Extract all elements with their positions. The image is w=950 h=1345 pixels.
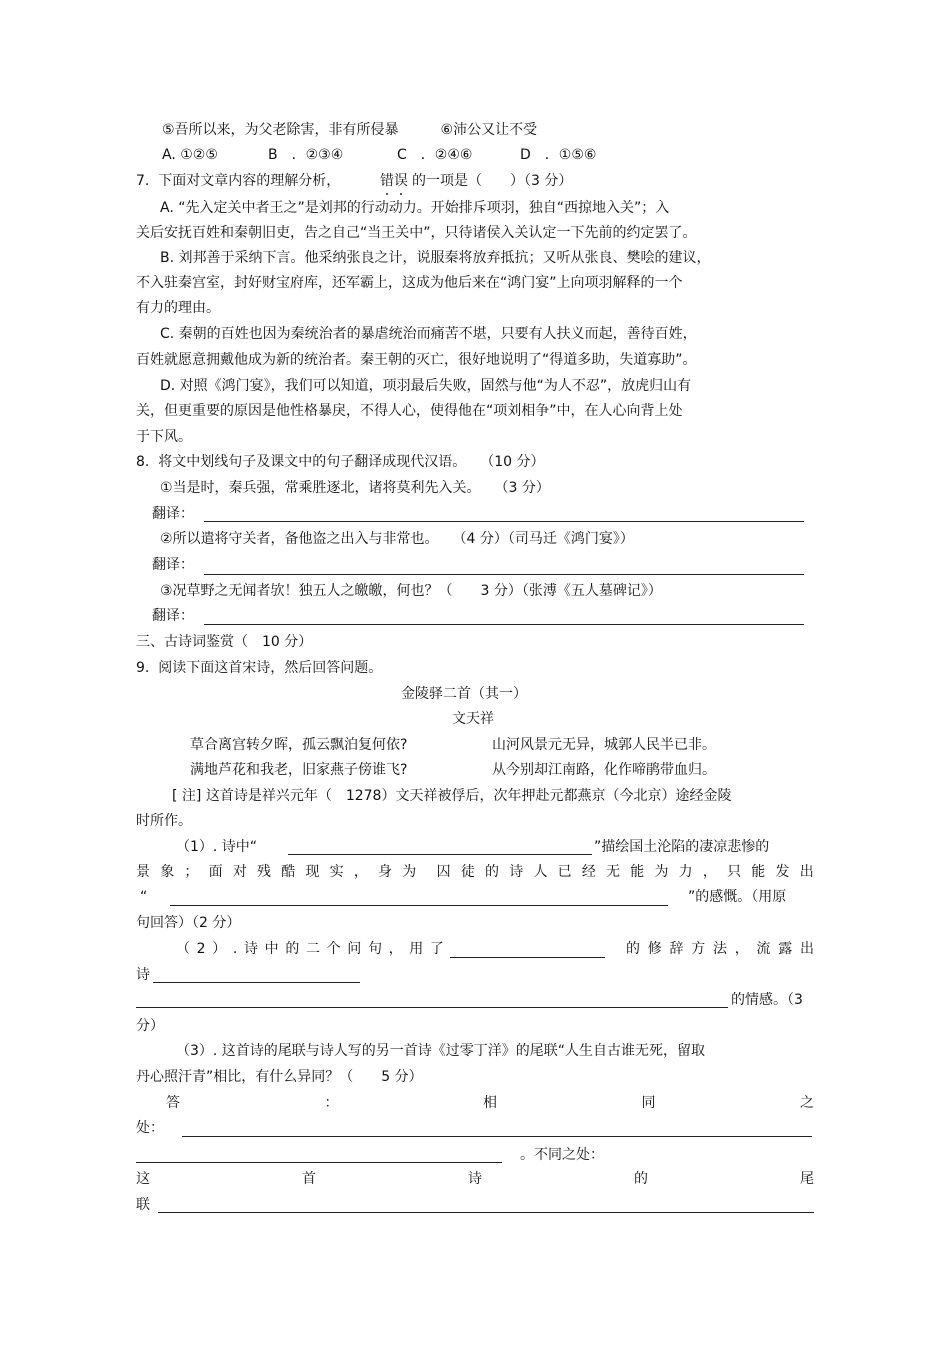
justified-char: 流	[756, 941, 771, 957]
q9-part2-line	[176, 940, 444, 958]
q9-part2-text: 诗	[136, 967, 150, 983]
q8-stem: 8. 将文中划线句子及课文中的句子翻译成现代汉语。 （10 分）	[136, 454, 545, 470]
q7-c-line1: C. 秦朝的百姓也因为秦统治者的暴虐统治而痛苦不堪，只要有人扶义而起，善待百姓，	[160, 326, 697, 342]
justified-char: 的	[485, 864, 500, 880]
justified-char: 个	[326, 941, 341, 957]
justified-char: 之	[800, 1095, 814, 1111]
q9-part1-text: ”的感慨。（用原	[688, 889, 787, 905]
q8-sentence-2: ②所以遣将守关者，备他盗之出入与非常也。 （4 分）（司马迁《鸿门宴》）	[160, 531, 634, 547]
q9-answer-text: 。不同之处：	[520, 1147, 604, 1163]
q9-part1-line	[136, 863, 814, 881]
answer-line[interactable]	[204, 521, 804, 522]
q6-option-d: D ．①⑤⑥	[520, 147, 597, 163]
q8-translate-label: 翻译：	[152, 557, 194, 573]
justified-char: 力	[678, 864, 693, 880]
q9-part2-text: 的情感。（3	[731, 992, 803, 1008]
justified-char: 已	[557, 864, 572, 880]
answer-line[interactable]	[158, 1212, 814, 1213]
justified-char: 诗	[468, 1171, 482, 1187]
q9-part1-text: （1）. 诗中“	[176, 839, 258, 855]
justified-char: 象	[160, 864, 175, 880]
q8-translate-label: 翻译：	[152, 506, 194, 522]
justified-char: 法	[713, 941, 727, 957]
q7-stem-b: 错误	[380, 173, 408, 189]
justified-char: 方	[691, 941, 706, 957]
justified-char: 徒	[460, 864, 475, 880]
justified-char: 辞	[669, 941, 684, 957]
q8-sentence-3: ③况草野之无闻者欤！独五人之皦皦，何也？（ 3 分）（张溥《五人墓碑记》）	[160, 583, 662, 599]
answer-line[interactable]	[182, 1136, 812, 1137]
justified-char: 答	[166, 1095, 180, 1111]
justified-char: 的	[634, 1171, 648, 1187]
justified-char: ，	[702, 864, 717, 880]
justified-char: 二	[305, 941, 320, 957]
answer-line[interactable]	[153, 982, 360, 983]
justified-char: 只	[727, 864, 742, 880]
justified-char: 对	[232, 864, 247, 880]
justified-char: 露	[778, 941, 793, 957]
q6-option-c: C ．②④⑥	[397, 147, 473, 163]
q7-b-line3: 有力的理由。	[136, 300, 220, 316]
justified-char: 的	[285, 941, 300, 957]
justified-char: 发	[775, 864, 790, 880]
justified-char: 同	[641, 1095, 656, 1111]
q7-a-line2: 关后安抚百姓和秦朝旧吏，告之自己“当王关中”，只待诸侯入关认定一下先前的约定罢了。	[136, 225, 697, 241]
justified-char: 问	[347, 941, 362, 957]
poem-note: [ 注] 这首诗是祥兴元年（ 1278）文天祥被俘后，次年押赴元都燕京（今北京）途经金陵	[172, 788, 732, 804]
q8-translate-label: 翻译：	[152, 608, 194, 624]
q9-part1-text: 句回答）（2 分）	[136, 915, 241, 931]
q7-stem-a: 7. 下面对文章内容的理解分析，	[136, 173, 341, 189]
justified-char: 能	[630, 864, 645, 880]
q7-c-line2: 百姓就愿意拥戴他成为新的统治者。秦王朝的灭亡，很好地说明了“得道多助，失道寡助”。	[136, 352, 697, 368]
q6-option-b: B ．②③④	[268, 147, 344, 163]
q9-answer-text: 联	[136, 1197, 150, 1213]
q9-answer-text: 处：	[136, 1120, 164, 1136]
q8-sentence-1: ①当是时，秦兵强，常乘胜逐北，诸将莫利先入关。 （3 分）	[160, 480, 550, 496]
justified-char: 残	[257, 864, 272, 880]
justified-char: 身	[378, 864, 393, 880]
justified-char: ，	[388, 941, 403, 957]
q9-part3-text: （3）. 这首诗的尾联与诗人写的另一首诗《过零丁洋》的尾联“人生自古谁无死，留取	[176, 1043, 706, 1059]
q7-stem-c: 的一项是（ ）（3 分）	[412, 173, 573, 189]
answer-line[interactable]	[136, 1162, 502, 1163]
justified-char: 出	[799, 864, 814, 880]
poem-title: 金陵驿二首（其一）	[401, 686, 527, 702]
justified-char: 经	[581, 864, 596, 880]
answer-line[interactable]	[204, 624, 804, 625]
justified-char: 为	[402, 864, 417, 880]
q7-b-line2: 不入驻秦宫室，封好财宝府库，还军霸上，这成为他后来在“鸿门宴”上向项羽解释的一个	[136, 275, 683, 291]
justified-char: 修	[647, 941, 662, 957]
poem-line: 山河风景元无异，城郭人民半已非。	[492, 737, 716, 753]
q9-part2-line	[626, 940, 814, 958]
q9-part2-text: 分）	[136, 1018, 164, 1034]
justified-char: 无	[606, 864, 621, 880]
justified-char: ）	[212, 941, 227, 957]
justified-char: 首	[302, 1171, 316, 1187]
q7-d-line3: 于下风。	[136, 429, 192, 445]
justified-char: 句	[367, 941, 382, 957]
justified-char: 酷	[281, 864, 296, 880]
justified-char: 囚	[436, 864, 451, 880]
q7-a-line1: A. “先入定关中者王之”是刘邦的行动动力。开始排斥项羽，独自“西掠地入关”；入	[160, 200, 670, 216]
poem-line: 满地芦花和我老，旧家燕子傍谁飞?	[190, 762, 408, 778]
justified-char: 诗	[509, 864, 524, 880]
emphasis-dot	[400, 193, 402, 195]
justified-char: ，	[734, 941, 749, 957]
q9-part3-text: 丹心照汗青”相比，有什么异同？（ 5 分）	[136, 1069, 423, 1085]
answer-line[interactable]	[204, 574, 804, 575]
q9-stem: 9. 阅读下面这首宋诗，然后回答问题。	[136, 660, 383, 676]
justified-char: 这	[136, 1171, 150, 1187]
justified-char: 2	[196, 941, 206, 957]
justified-char: 相	[483, 1095, 497, 1111]
poem-line: 草合离宫转夕晖，孤云飘泊复何依?	[190, 737, 408, 753]
emphasis-dot	[386, 193, 388, 195]
justified-char: 景	[136, 864, 150, 880]
justified-char: 中	[264, 941, 279, 957]
justified-char: ；	[184, 864, 199, 880]
answer-line[interactable]	[288, 854, 592, 855]
q9-answer-line	[136, 1170, 814, 1188]
justified-char: 用	[409, 941, 424, 957]
justified-char: 了	[429, 941, 444, 957]
section-heading: 三、古诗词鉴赏（ 10 分）	[136, 634, 313, 650]
answer-line[interactable]	[450, 957, 605, 958]
q6-option-a: A. ①②⑤	[162, 147, 218, 163]
q9-part1-text: “	[140, 889, 148, 905]
justified-char: .	[232, 941, 238, 957]
justified-char: 出	[800, 941, 814, 957]
justified-char: 面	[208, 864, 223, 880]
justified-char: 实	[329, 864, 344, 880]
poem-note: 时所作。	[136, 813, 192, 829]
justified-char: 人	[533, 864, 548, 880]
q7-d-line2: 关，但更重要的原因是他性格暴戾，不得人心，使得他在“项刘相争”中，在人心向背上处	[136, 403, 683, 419]
q9-answer-line	[166, 1094, 814, 1112]
justified-char: ：	[324, 1095, 339, 1111]
justified-char: ，	[353, 864, 368, 880]
q7-b-line1: B. 刘邦善于采纳下言。他采纳张良之计，说服秦将放弃抵抗；又听从张良、樊哙的建议，	[160, 250, 711, 266]
justified-char: 的	[626, 941, 640, 957]
answer-line[interactable]	[136, 1007, 728, 1008]
poem-line: 从今别却江南路，化作啼鹃带血归。	[492, 762, 716, 778]
poem-author: 文天祥	[452, 711, 494, 727]
q6-items: ⑤吾所以来，为父老除害，非有所侵暴 ⑥沛公又让不受	[162, 122, 538, 138]
justified-char: 为	[654, 864, 669, 880]
q7-d-line1: D. 对照《鸿门宴》，我们可以知道，项羽最后失败，固然与他“为人不忍”，放虎归山有	[160, 378, 692, 394]
justified-char: （	[176, 941, 190, 957]
q9-part1-text: ”描绘国土沦陷的凄凉悲惨的	[594, 839, 770, 855]
justified-char: 诗	[244, 941, 258, 957]
answer-line[interactable]	[170, 905, 668, 906]
justified-char: 能	[751, 864, 766, 880]
justified-char: 尾	[800, 1171, 814, 1187]
justified-char: 现	[305, 864, 320, 880]
